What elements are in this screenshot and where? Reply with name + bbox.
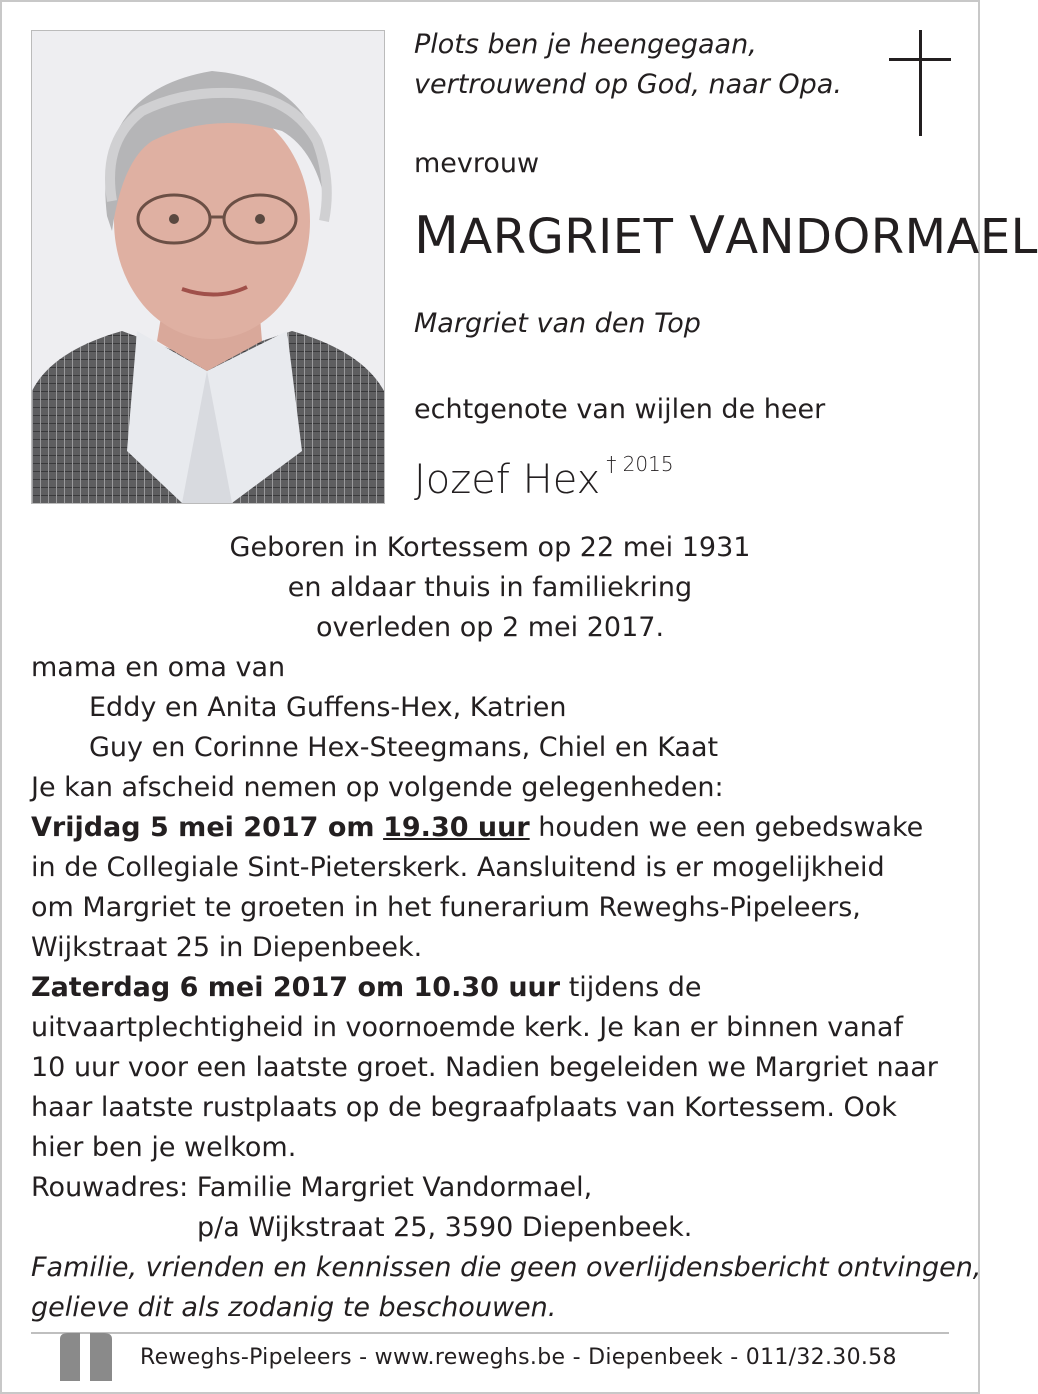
funeral-home-logo-icon [60, 1329, 112, 1381]
nickname: Margriet van den Top [414, 308, 701, 339]
saturday-line-2: 10 uur voor een laatste groet. Nadien begeleiden we Margriet naar [31, 1052, 938, 1083]
verse-line-1: Plots ben je heengegaan, [414, 29, 757, 60]
family-line-1: Eddy en Anita Guffens-Hex, Katrien [89, 692, 567, 723]
deceased-name: MARGRIET VANDORMAEL [414, 206, 1038, 266]
family-intro: mama en oma van [31, 652, 286, 683]
birth-line-1: Geboren in Kortessem op 22 mei 1931 [229, 532, 751, 563]
friday-line-1: in de Collegiale Sint-Pieterskerk. Aansluitend is er mogelijkheid [31, 852, 885, 883]
friday-line-3: Wijkstraat 25 in Diepenbeek. [31, 932, 423, 963]
spouse-death: † 2015 [606, 452, 674, 476]
farewell-intro: Je kan afscheid nemen op volgende gelegenheden: [31, 772, 724, 803]
friday-heading: Vrijdag 5 mei 2017 om 19.30 uur houden we een gebedswake [31, 812, 924, 843]
saturday-line-3: haar laatste rustplaats op de begraafplaats van Kortessem. Ook [31, 1092, 897, 1123]
address-label: Rouwadres: Familie Margriet Vandormael, [31, 1172, 593, 1203]
spouse-intro: echtgenote van wijlen de heer [414, 394, 826, 425]
cross-icon [889, 30, 951, 138]
friday-line-2: om Margriet te groeten in het funerarium Reweghs-Pipeleers, [31, 892, 861, 923]
footer-divider [31, 1332, 949, 1334]
spouse-name: Jozef Hex $^{\dagger 2015}$ [414, 452, 674, 503]
footer-contact: Reweghs-Pipeleers - www.reweghs.be - Diepenbeek - 011/32.30.58 [140, 1345, 897, 1370]
notice-line-2: gelieve dit als zodanig te beschouwen. [31, 1292, 557, 1323]
notice-line-1: Familie, vrienden en kennissen die geen overlijdensbericht ontvingen, [31, 1252, 982, 1283]
saturday-line-1: uitvaartplechtigheid in voornoemde kerk. Je kan er binnen vanaf [31, 1012, 903, 1043]
birth-line-3: overleden op 2 mei 2017. [315, 612, 665, 643]
family-line-2: Guy en Corinne Hex-Steegmans, Chiel en Kaat [89, 732, 719, 763]
title-prefix: mevrouw [414, 148, 540, 179]
birth-line-2: en aldaar thuis in familiekring [287, 572, 693, 603]
saturday-heading: Zaterdag 6 mei 2017 om 10.30 uur tijdens de [31, 972, 702, 1003]
verse-line-2: vertrouwend op God, naar Opa. [414, 69, 842, 100]
saturday-line-4: hier ben je welkom. [31, 1132, 297, 1163]
address-line: p/a Wijkstraat 25, 3590 Diepenbeek. [197, 1212, 693, 1243]
portrait-photo [31, 30, 385, 504]
